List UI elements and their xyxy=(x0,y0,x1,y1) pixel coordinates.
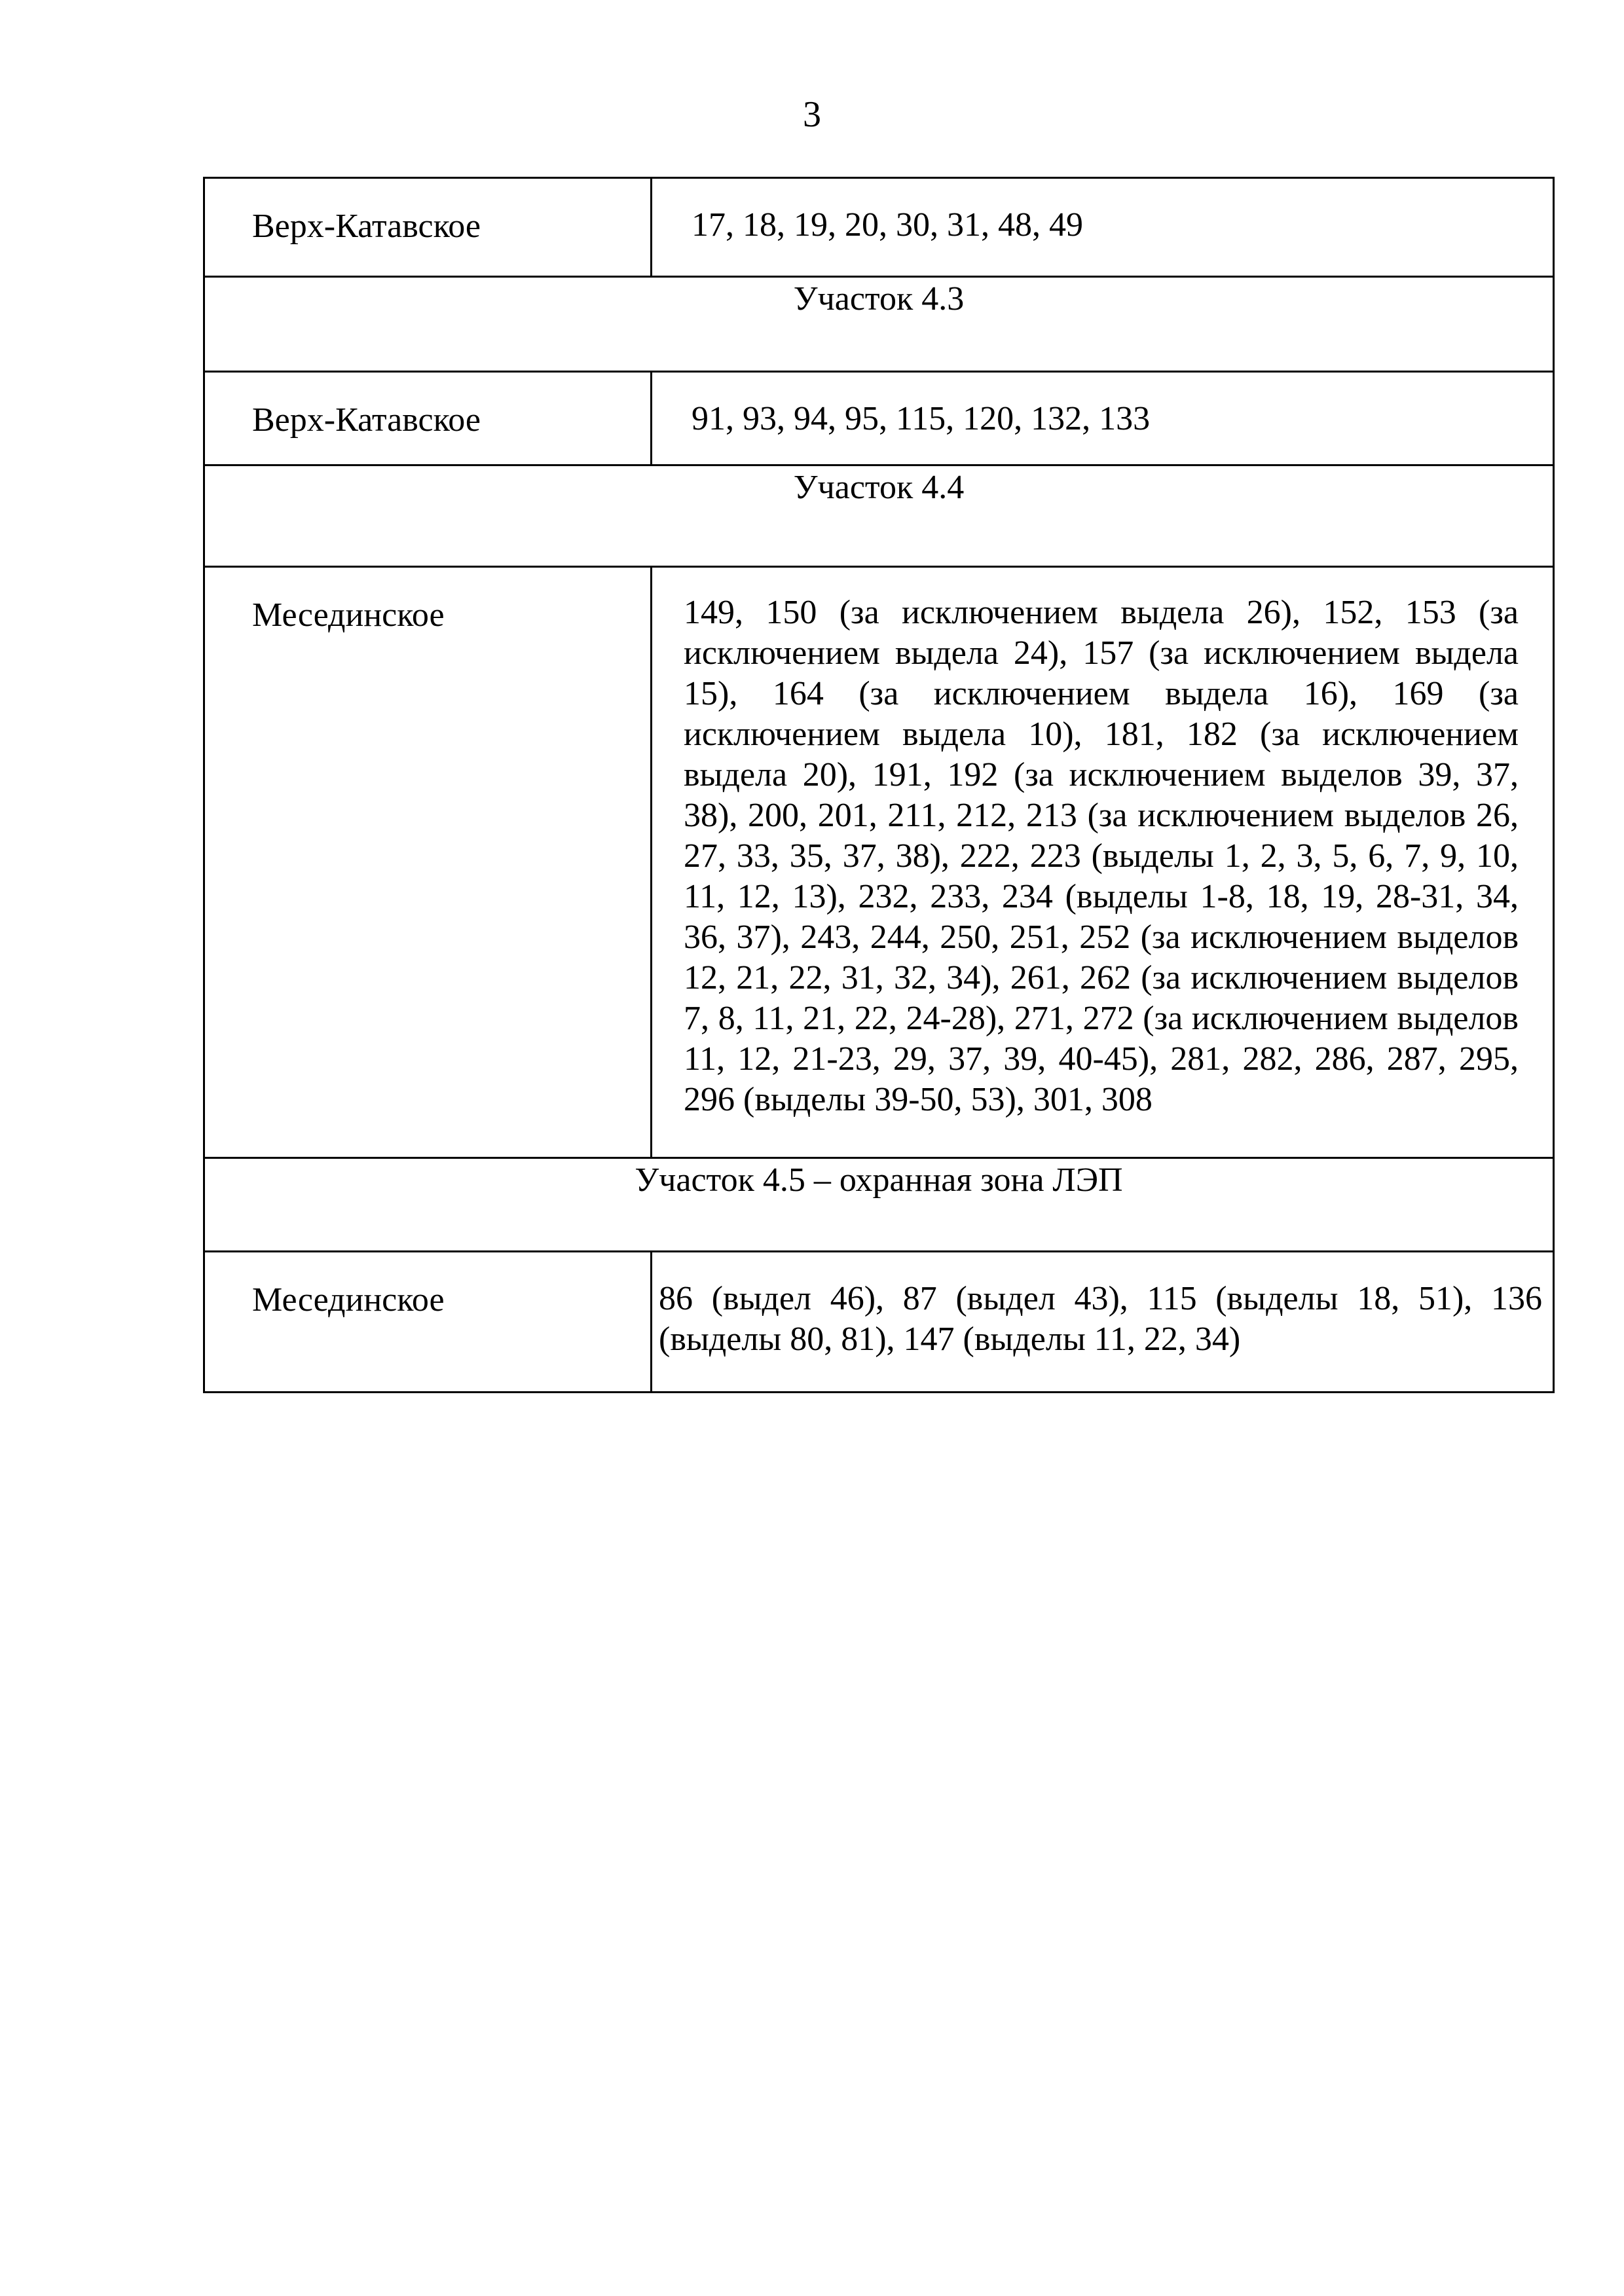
forestry-name-cell xyxy=(204,567,652,1158)
section-row xyxy=(204,1158,1554,1252)
blocks-cell xyxy=(652,1252,1554,1393)
forestry-name-cell xyxy=(204,372,652,465)
blocks-cell xyxy=(652,372,1554,465)
section-heading: Участок 4.5 – охранная зона ЛЭП xyxy=(204,1158,1554,1252)
blocks-cell xyxy=(652,567,1554,1158)
table-row xyxy=(204,1252,1554,1393)
block-numbers: 86 (выдел 46), 87 (выдел 43), 115 (выделы 18, 51), 136 (выделы 80, 81), 147 (выделы 11, 22, 34) xyxy=(659,1280,1542,1358)
forest-blocks-table xyxy=(203,177,1555,1393)
table-row xyxy=(204,567,1554,1158)
section-heading: Участок 4.4 xyxy=(204,465,1554,567)
section-row xyxy=(204,277,1554,372)
forestry-name: Месединское xyxy=(252,596,445,634)
forestry-name-cell xyxy=(204,178,652,277)
forestry-name: Верх-Катавское xyxy=(252,208,481,245)
page-number: 3 xyxy=(803,94,821,135)
section-heading: Участок 4.3 xyxy=(204,277,1554,372)
forestry-name: Верх-Катавское xyxy=(252,401,481,439)
block-numbers: 91, 93, 94, 95, 115, 120, 132, 133 xyxy=(692,400,1151,437)
table-row xyxy=(204,372,1554,465)
block-numbers: 149, 150 (за исключением выдела 26), 152, 153 (за исключением выдела 24), 157 (за исключением выдела 15), 164 (за исключением выдела 16), 169 (за исключением выдела 10), 181, 182 (за исключением выдела 20), 191, 192 (за исключением выделов 39, 37, 38), 200, 201, 211, 212, 213 (за исключением выделов 26, 27, 33, 35, 37, 38), 222, 223 (выделы 1, 2, 3, 5, 6, 7, 9, 10, 11, 12, 13), 232, 233, 234 (выделы 1-8, 18, 19, 28-31, 34, 36, 37), 243, 244, 250, 251, 252 (за исключением выделов 12, 21, 22, 31, 32, 34), 261, 262 (за исключением выделов 7, 8, 11, 21, 22, 24-28), 271, 272 (за исключением выделов 11, 12, 21-23, 29, 37, 39, 40-45), 281, 282, 286, 287, 295, 296 (выделы 39-50, 53), 301, 308 xyxy=(684,594,1519,1118)
blocks-cell xyxy=(652,178,1554,277)
table-row xyxy=(204,178,1554,277)
forestry-name: Месединское xyxy=(252,1281,445,1319)
section-row xyxy=(204,465,1554,567)
block-numbers: 17, 18, 19, 20, 30, 31, 48, 49 xyxy=(692,206,1083,244)
forestry-name-cell xyxy=(204,1252,652,1393)
